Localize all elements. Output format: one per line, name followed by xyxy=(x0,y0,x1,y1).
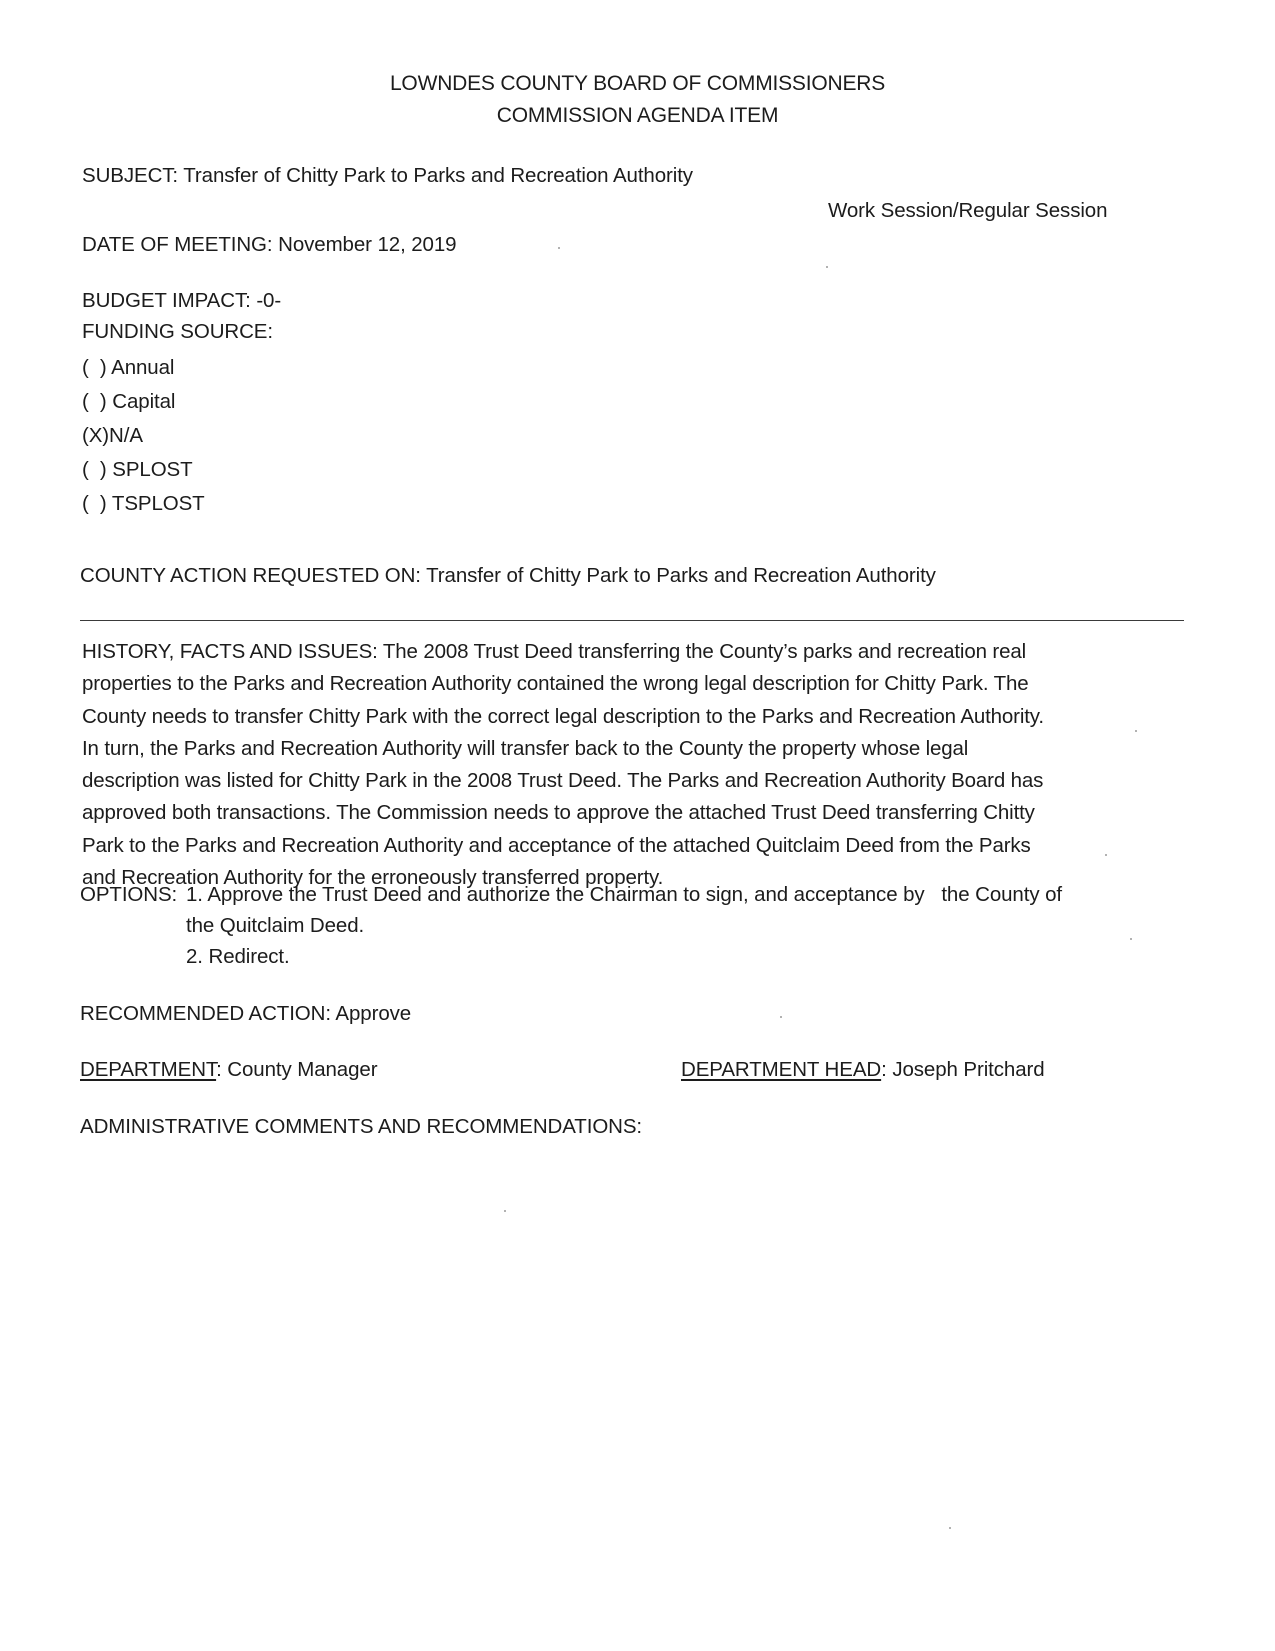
scan-speck xyxy=(504,1210,506,1212)
scan-speck xyxy=(826,266,828,268)
budget-impact-value: -0- xyxy=(256,289,282,312)
history-line: approved both transactions. The Commission needs to approve the attached Trust Deed transferring Chitty xyxy=(82,801,1035,825)
department-value: : County Manager xyxy=(216,1058,378,1081)
funding-option-label: N/A xyxy=(109,424,143,447)
funding-source-label: FUNDING SOURCE: xyxy=(82,320,273,343)
subject-label: SUBJECT: xyxy=(82,164,179,187)
funding-option-label: SPLOST xyxy=(112,458,193,481)
funding-option-label: Annual xyxy=(111,356,175,379)
recommended-action-row xyxy=(80,1002,411,1026)
history-line: description was listed for Chitty Park in the 2008 Trust Deed. The Parks and Recreation Authority Board has xyxy=(82,769,1044,793)
recommended-action-label: RECOMMENDED ACTION: xyxy=(80,1002,331,1025)
checkbox-mark: ( ) xyxy=(82,458,107,481)
funding-option-capital xyxy=(82,390,175,414)
option-1-line-2: the Quitclaim Deed. xyxy=(186,914,365,937)
budget-impact-row xyxy=(82,289,281,313)
history-facts-issues xyxy=(82,636,1192,894)
checkbox-mark: ( ) xyxy=(82,390,107,413)
department-head-label: DEPARTMENT HEAD xyxy=(681,1058,882,1081)
scan-speck xyxy=(558,247,560,249)
budget-impact-label: BUDGET IMPACT: xyxy=(82,289,251,312)
recommended-action-value: Approve xyxy=(335,1002,412,1025)
county-action-label: COUNTY ACTION REQUESTED ON: xyxy=(80,564,421,587)
meeting-date-row xyxy=(82,233,456,257)
subject-row xyxy=(82,164,693,188)
department-head-row xyxy=(681,1058,1045,1082)
option-1-line-1: 1. Approve the Trust Deed and authorize the Chairman to sign, and acceptance by the County of xyxy=(186,883,1062,906)
funding-option-label: Capital xyxy=(112,390,176,413)
checkbox-mark: ( ) xyxy=(82,356,107,379)
scan-speck xyxy=(1105,854,1107,856)
history-line: HISTORY, FACTS AND ISSUES: The 2008 Trust Deed transferring the County’s parks and recreation real xyxy=(82,640,1026,663)
funding-option-na xyxy=(82,424,143,448)
scan-speck xyxy=(780,1016,782,1018)
funding-option-annual xyxy=(82,356,174,380)
options-label: OPTIONS: xyxy=(80,883,178,906)
subject-value: Transfer of Chitty Park to Parks and Recreation Authority xyxy=(183,164,693,187)
meeting-date-label: DATE OF MEETING: xyxy=(82,233,273,256)
session-type: Work Session/Regular Session xyxy=(828,199,1108,222)
checkbox-mark: ( ) xyxy=(82,492,107,515)
checkbox-mark-checked: (X) xyxy=(82,424,110,447)
section-divider xyxy=(80,620,1184,621)
history-line: properties to the Parks and Recreation Authority contained the wrong legal description for Chitty Park. The xyxy=(82,672,1029,696)
meeting-date-value: November 12, 2019 xyxy=(278,233,457,256)
scan-speck xyxy=(1135,730,1137,732)
history-line: In turn, the Parks and Recreation Authority will transfer back to the County the property whose legal xyxy=(82,736,969,760)
admin-comments-label: ADMINISTRATIVE COMMENTS AND RECOMMENDATIONS: xyxy=(80,1115,643,1138)
document-title: LOWNDES COUNTY BOARD OF COMMISSIONERS xyxy=(389,72,886,95)
history-line: and Recreation Authority for the erroneously transferred property. xyxy=(82,866,664,890)
scan-speck xyxy=(949,1527,951,1529)
department-head-value: : Joseph Pritchard xyxy=(881,1058,1045,1081)
scan-speck xyxy=(1130,938,1132,940)
option-2: 2. Redirect. xyxy=(186,945,290,968)
department-row xyxy=(80,1058,377,1082)
history-label: HISTORY, FACTS AND ISSUES: xyxy=(82,640,378,663)
county-action-row xyxy=(80,564,936,588)
history-line: Park to the Parks and Recreation Authority and acceptance of the attached Quitclaim Deed from the Parks xyxy=(82,833,1031,857)
document-subtitle: COMMISSION AGENDA ITEM xyxy=(496,104,779,127)
department-label: DEPARTMENT xyxy=(80,1058,217,1081)
county-action-value: Transfer of Chitty Park to Parks and Recreation Authority xyxy=(426,564,936,587)
funding-option-tsplost xyxy=(82,492,205,516)
history-line: County needs to transfer Chitty Park with the correct legal description to the Parks and Recreation Authority. xyxy=(82,704,1044,728)
funding-option-splost xyxy=(82,458,193,482)
funding-option-label: TSPLOST xyxy=(111,492,205,515)
